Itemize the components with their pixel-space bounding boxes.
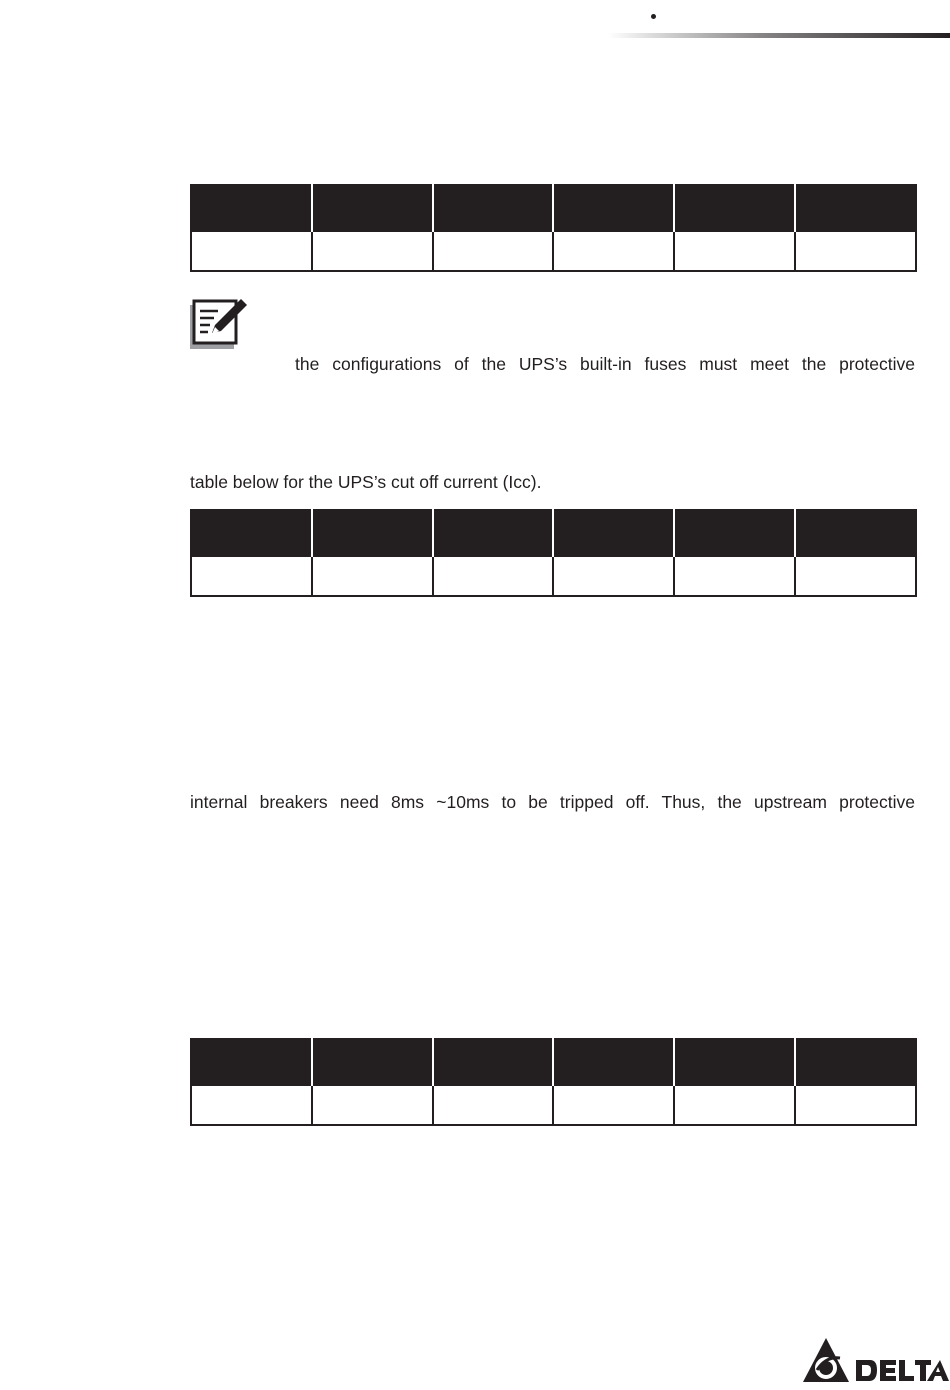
header-rule: [608, 33, 950, 38]
table-cell: [191, 556, 312, 596]
header-marker: [651, 14, 656, 19]
table-cell: [191, 1085, 312, 1125]
table-cell: [674, 556, 795, 596]
table-header-cell: [674, 1038, 795, 1085]
table-cell: [795, 556, 916, 596]
table-header-cell: [433, 1038, 554, 1085]
table-header-row: [191, 184, 916, 231]
spec-table-2: [190, 509, 917, 597]
breakers-text: internal breakers need 8ms ~10ms to be tripped off. Thus, the upstream protective: [190, 792, 915, 812]
table-header-cell: [553, 509, 674, 556]
table-cell: [553, 231, 674, 271]
table-reference-text: table below for the UPS’s cut off current (Icc).: [190, 472, 542, 492]
table-header-cell: [312, 1038, 433, 1085]
table-cell: [312, 556, 433, 596]
table-header-cell: [312, 184, 433, 231]
table-header-cell: [674, 509, 795, 556]
table-cell: [433, 556, 554, 596]
table-header-cell: [795, 509, 916, 556]
table-row: [191, 1085, 916, 1125]
table-cell: [433, 1085, 554, 1125]
table-header-cell: [191, 509, 312, 556]
table-header-cell: [795, 1038, 916, 1085]
note-text: the configurations of the UPS’s built-in fuses must meet the protective: [295, 354, 915, 374]
table-cell: [553, 556, 674, 596]
table-header-cell: [795, 184, 916, 231]
table-cell: [312, 231, 433, 271]
table-row: [191, 231, 916, 271]
table-header-cell: [553, 184, 674, 231]
table-row: [191, 556, 916, 596]
table-cell: [674, 231, 795, 271]
table-cell: [312, 1085, 433, 1125]
delta-logo-icon: [803, 1336, 950, 1385]
table-header-cell: [674, 184, 795, 231]
table-cell: [191, 231, 312, 271]
table-header-row: [191, 1038, 916, 1085]
table-cell: [674, 1085, 795, 1125]
table-header-cell: [553, 1038, 674, 1085]
table-header-cell: [433, 509, 554, 556]
table-cell: [795, 231, 916, 271]
table-header-cell: [433, 184, 554, 231]
note-pencil-icon: [190, 297, 248, 349]
spec-table-1: [190, 184, 917, 272]
table-cell: [795, 1085, 916, 1125]
table-cell: [553, 1085, 674, 1125]
spec-table-3: [190, 1038, 917, 1126]
table-header-cell: [191, 184, 312, 231]
table-header-row: [191, 509, 916, 556]
table-cell: [433, 231, 554, 271]
table-header-cell: [191, 1038, 312, 1085]
table-header-cell: [312, 509, 433, 556]
